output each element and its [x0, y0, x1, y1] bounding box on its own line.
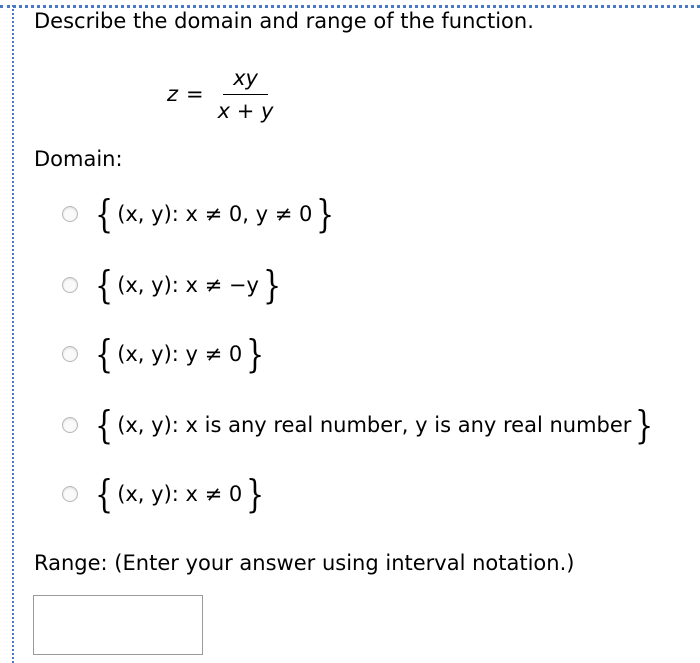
option-set [92, 192, 338, 236]
function-formula [167, 62, 279, 126]
option-text [116, 412, 632, 437]
denominator-plus: + [230, 98, 262, 123]
denominator-x: x [217, 98, 231, 123]
range-label: Range: (Enter your answer using interval notation.) [34, 551, 575, 575]
close-brace: } [246, 332, 265, 376]
open-brace: { [95, 263, 114, 307]
formula-equals: = [186, 82, 204, 106]
left-dotted-border [12, 5, 14, 663]
close-brace: } [635, 403, 654, 447]
option-condition: x ≠ −y [185, 272, 259, 297]
formula-fraction [212, 66, 280, 123]
domain-option-1[interactable] [62, 192, 338, 236]
option-text [116, 341, 243, 366]
formula-denominator [212, 95, 280, 123]
range-answer-input[interactable] [33, 595, 203, 655]
option-text [116, 481, 243, 506]
open-brace: { [95, 192, 114, 236]
option-set [92, 472, 267, 516]
open-brace: { [95, 332, 114, 376]
option-prefix: (x, y): [117, 272, 186, 297]
formula-numerator: xy [223, 66, 268, 95]
domain-option-4[interactable] [62, 403, 657, 447]
formula-lhs: z [167, 82, 179, 106]
close-brace: } [246, 472, 265, 516]
radio-button[interactable] [62, 346, 78, 362]
domain-option-3[interactable] [62, 332, 267, 376]
open-brace: { [95, 403, 114, 447]
top-dotted-border [0, 5, 700, 8]
option-condition: x ≠ 0, y ≠ 0 [185, 201, 313, 226]
domain-option-5[interactable] [62, 472, 267, 516]
open-brace: { [95, 472, 114, 516]
close-brace: } [316, 192, 335, 236]
option-condition: x is any real number, y is any real number [185, 412, 632, 437]
option-set [92, 403, 657, 447]
option-condition: x ≠ 0 [185, 481, 243, 506]
domain-option-2[interactable] [62, 263, 284, 307]
close-brace: } [262, 263, 282, 307]
option-prefix: (x, y): [117, 201, 186, 226]
option-prefix: (x, y): [117, 412, 186, 437]
option-set [92, 332, 267, 376]
option-prefix: (x, y): [117, 341, 186, 366]
radio-button[interactable] [62, 486, 78, 502]
option-condition: y ≠ 0 [185, 341, 243, 366]
radio-button[interactable] [62, 277, 78, 293]
option-text [116, 201, 313, 226]
question-text: Describe the domain and range of the function. [34, 9, 534, 33]
domain-label: Domain: [34, 147, 123, 171]
option-set [92, 263, 284, 307]
option-text [116, 272, 260, 297]
radio-button[interactable] [62, 417, 78, 433]
option-prefix: (x, y): [117, 481, 186, 506]
radio-button[interactable] [62, 206, 78, 222]
denominator-y: y [261, 98, 274, 123]
